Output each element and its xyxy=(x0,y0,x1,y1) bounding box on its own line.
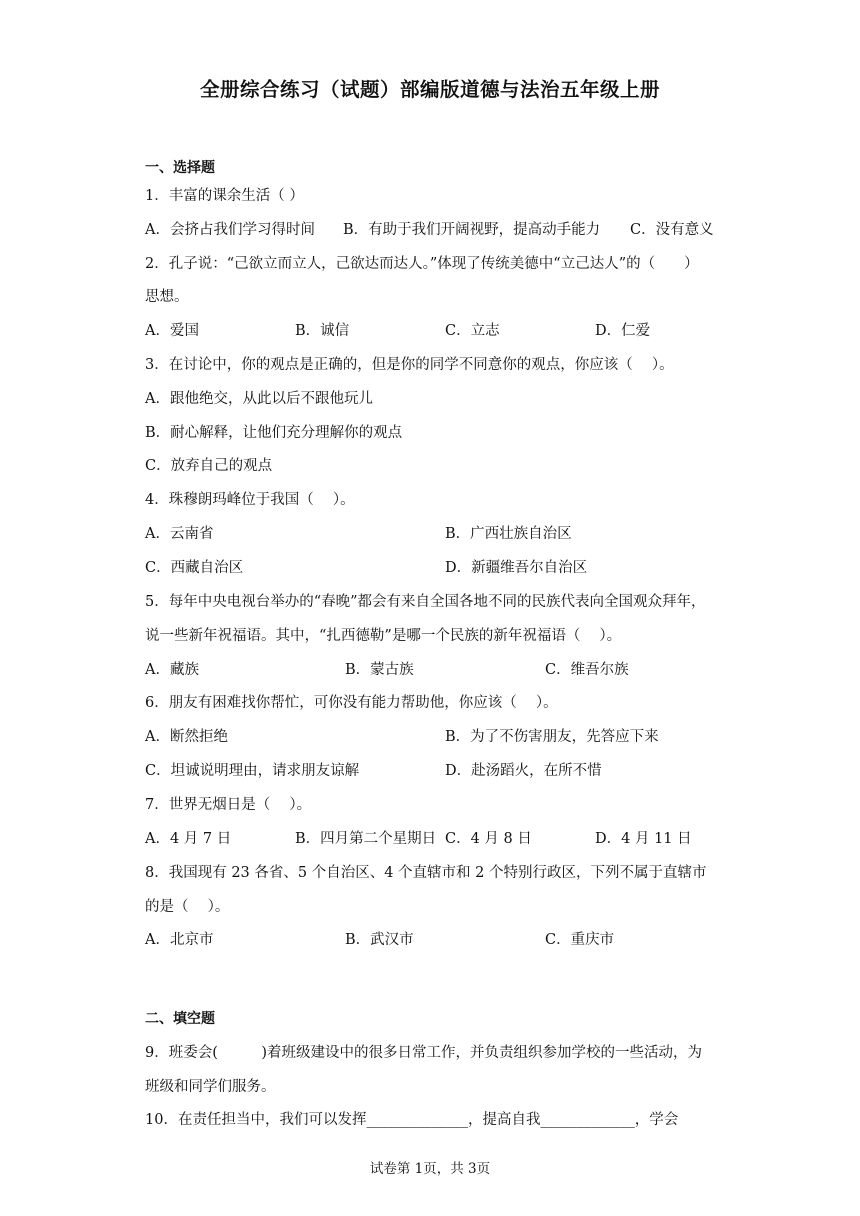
section-heading-fill: 二、填空题 xyxy=(145,1011,215,1027)
question-5-stem-line1: 5．每年中央电视台举办的“春晚”都会有来自全国各地不同的民族代表向全国观众拜年， xyxy=(145,594,706,610)
question-8-option-b: B．武汉市 xyxy=(345,932,414,948)
question-7-option-d: D．4 月 11 日 xyxy=(595,831,692,847)
question-5-stem-line2: 说一些新年祝福语。其中，“扎西德勒”是哪一个民族的新年祝福语（ ）。 xyxy=(145,628,622,644)
question-6-option-c: C．坦诚说明理由，请求朋友谅解 xyxy=(145,763,360,779)
question-10-stem-line1: 10．在责任担当中，我们可以发挥______________，提高自我_____________，学会 xyxy=(145,1112,679,1128)
question-7-option-c: C．4 月 8 日 xyxy=(445,831,532,847)
question-5-option-c: C．维吾尔族 xyxy=(545,662,629,678)
question-4-option-b: B．广西壮族自治区 xyxy=(445,526,572,542)
question-9-stem-line1: 9．班委会( )着班级建设中的很多日常工作，并负责组织参加学校的一些活动，为 xyxy=(145,1045,703,1061)
question-2-option-d: D．仁爱 xyxy=(595,323,651,339)
question-7-option-a: A．4 月 7 日 xyxy=(145,831,232,847)
question-2-option-c: C．立志 xyxy=(445,323,500,339)
question-2-option-a: A．爱国 xyxy=(145,323,199,339)
page-footer: 试卷第 1页，共 3页 xyxy=(369,1161,491,1177)
question-9-stem-line2: 班级和同学们服务。 xyxy=(145,1079,276,1095)
question-3-option-b: B．耐心解释，让他们充分理解你的观点 xyxy=(145,425,403,441)
question-1-option-c: C．没有意义 xyxy=(630,222,714,238)
question-2-stem-line2: 思想。 xyxy=(145,289,189,305)
question-7-stem: 7．世界无烟日是（ ）。 xyxy=(145,797,312,813)
question-4-option-a: A．云南省 xyxy=(145,526,214,542)
question-6-stem: 6．朋友有困难找你帮忙，可你没有能力帮助他，你应该（ ）。 xyxy=(145,695,558,711)
question-3-option-c: C．放弃自己的观点 xyxy=(145,458,273,474)
question-6-option-d: D．赴汤蹈火，在所不惜 xyxy=(445,763,602,779)
question-7-option-b: B．四月第二个星期日 xyxy=(295,831,437,847)
section-heading-choice: 一、选择题 xyxy=(145,160,215,176)
question-8-stem-line2: 的是（ ）。 xyxy=(145,899,230,915)
question-4-option-c: C．西藏自治区 xyxy=(145,560,244,576)
question-1-stem: 1．丰富的课余生活（ ） xyxy=(145,188,304,204)
question-1-option-b: B．有助于我们开阔视野，提高动手能力 xyxy=(343,222,601,238)
question-2-option-b: B．诚信 xyxy=(295,323,350,339)
question-6-option-b: B．为了不伤害朋友，先答应下来 xyxy=(445,729,659,745)
question-3-stem: 3．在讨论中，你的观点是正确的，但是你的同学不同意你的观点，你应该（ ）。 xyxy=(145,357,674,373)
question-2-stem-line1: 2．孔子说：“己欲立而立人，己欲达而达人。”体现了传统美德中“立己达人”的（ ） xyxy=(145,256,699,272)
question-3-option-a: A．跟他绝交，从此以后不跟他玩儿 xyxy=(145,391,373,407)
question-8-option-a: A．北京市 xyxy=(145,932,214,948)
page-title: 全册综合练习（试题）部编版道德与法治五年级上册 xyxy=(199,78,660,101)
question-4-option-d: D．新疆维吾尔自治区 xyxy=(445,560,588,576)
question-6-option-a: A．断然拒绝 xyxy=(145,729,228,745)
question-5-option-a: A．藏族 xyxy=(145,662,199,678)
question-5-option-b: B．蒙古族 xyxy=(345,662,414,678)
question-4-stem: 4．珠穆朗玛峰位于我国（ ）。 xyxy=(145,492,355,508)
question-8-option-c: C．重庆市 xyxy=(545,932,615,948)
question-8-stem-line1: 8．我国现有 23 各省、5 个自治区、4 个直辖市和 2 个特别行政区，下列不属于直辖市 xyxy=(145,865,707,881)
question-1-option-a: A．会挤占我们学习得时间 xyxy=(145,222,315,238)
